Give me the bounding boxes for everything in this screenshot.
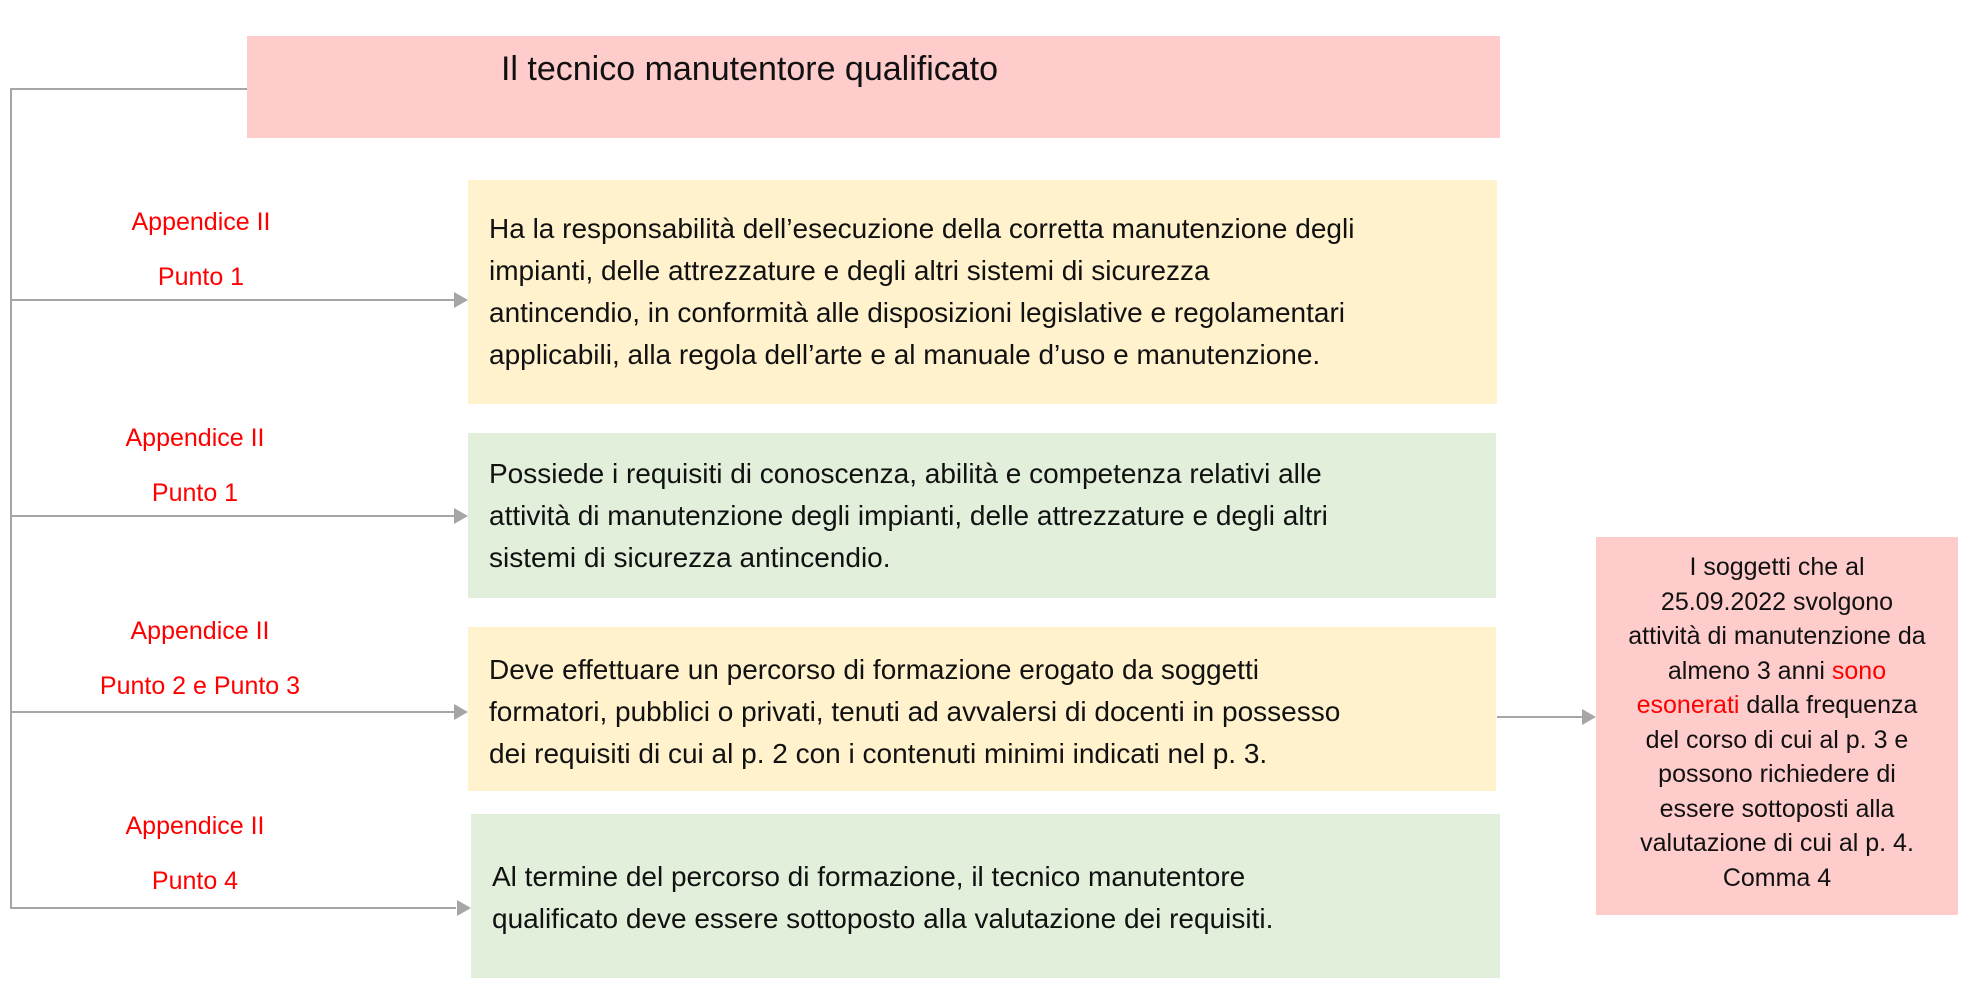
note-highlight: esonerati [1636,691,1740,719]
box-text-line: Ha la responsabilità dell’esecuzione della corretta manutenzione degli [489,213,1355,244]
box-text-line: Deve effettuare un percorso di formazione erogato da soggetti [489,654,1259,685]
arrowhead-icon [1582,709,1596,725]
reference-appendix: Appendice II [125,812,265,840]
box-text-line: Al termine del percorso di formazione, il tecnico manutentore [492,861,1246,892]
note-line: Comma 4 [1722,863,1832,892]
note-line [1596,654,1958,689]
reference-appendix: Appendice II [125,424,265,452]
box-text-line: Possiede i requisiti di conoscenza, abilità e competenza relativi alle [489,458,1322,489]
responsibility-box [468,180,1497,404]
reference-label-2 [45,424,345,508]
connector-1 [10,299,456,301]
exemption-note-box [1596,537,1958,915]
note-line: valutazione di cui al p. 4. [1640,829,1914,857]
arrowhead-icon [457,900,471,916]
title-box [247,36,1500,138]
training-box [468,627,1496,791]
reference-point: Punto 1 [151,479,239,507]
box-text-line: antincendio, in conformità alle disposizioni legislative e regolamentari [489,297,1346,328]
box-text-line: formatori, pubblici o privati, tenuti ad avvalersi di docenti in possesso [489,696,1341,727]
note-text: dalla frequenza [1739,691,1918,719]
note-line: possono richiedere di [1658,760,1896,788]
connector-4 [10,907,456,909]
note-text: almeno 3 anni [1667,656,1832,685]
box-text-line: attività di manutenzione degli impianti, delle attrezzature e degli altri [489,500,1328,531]
connector-2 [10,515,456,517]
reference-appendix: Appendice II [131,208,271,236]
reference-point: Punto 4 [151,867,239,895]
note-line: del corso di cui al p. 3 e [1645,725,1909,754]
note-line: 25.09.2022 svolgono [1660,587,1894,616]
requirements-box [468,433,1496,598]
connector-3 [10,711,456,713]
reference-point: Punto 2 e Punto 3 [99,672,301,700]
trunk-line [10,89,12,909]
reference-point: Punto 1 [157,263,245,291]
note-line: essere sottoposti alla [1659,794,1895,823]
box-text-line: dei requisiti di cui al p. 2 con i contenuti minimi indicati nel p. 3. [489,738,1268,769]
evaluation-box [471,814,1500,978]
arrowhead-icon [454,508,468,524]
arrowhead-icon [454,704,468,720]
reference-appendix: Appendice II [130,617,270,645]
note-line [1596,688,1958,723]
box-text-line: sistemi di sicurezza antincendio. [489,542,891,573]
note-line: I soggetti che al [1689,553,1865,581]
note-line: attività di manutenzione da [1628,622,1926,650]
box-text-line: applicabili, alla regola dell’arte e al manuale d’uso e manutenzione. [489,339,1321,370]
connector-note [1497,716,1582,718]
reference-label-1 [51,208,351,292]
arrowhead-icon [454,292,468,308]
box-text-line: qualificato deve essere sottoposto alla valutazione dei requisiti. [492,903,1274,934]
box-text-line: impianti, delle attrezzature e degli altri sistemi di sicurezza [489,255,1210,286]
reference-label-4 [45,812,345,896]
diagram-title: Il tecnico manutentore qualificato [500,50,999,88]
reference-label-3 [50,617,350,701]
note-highlight: sono [1831,656,1887,685]
